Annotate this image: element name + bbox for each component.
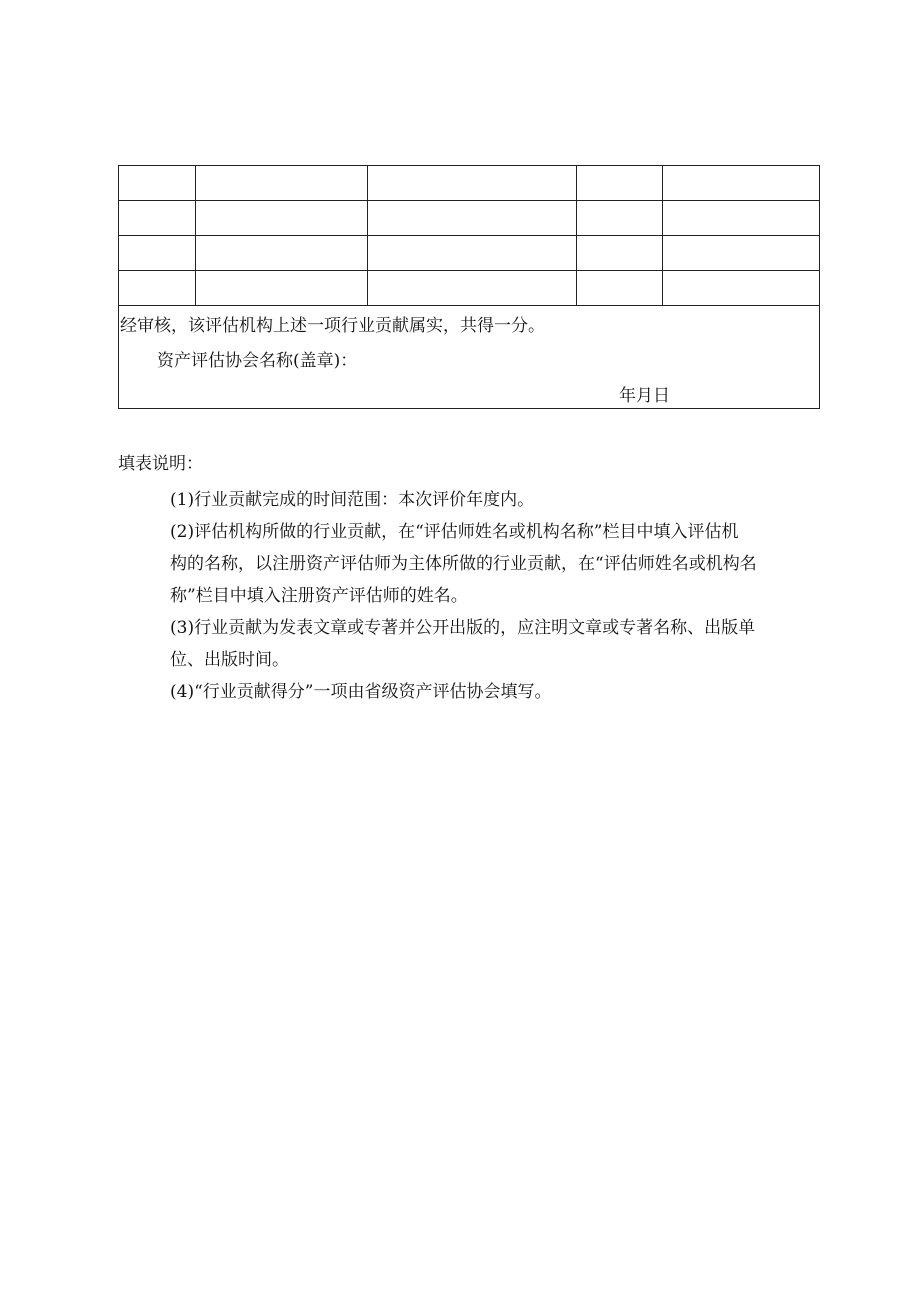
table-cell [577, 236, 663, 271]
table-cell [196, 271, 368, 306]
note-line: (1)行业贡献完成的时间范围：本次评价年度内。 [170, 490, 535, 510]
note-line: (2)评估机构所做的行业贡献，在“评估师姓名或机构名称”栏目中填入评估机 [170, 522, 739, 542]
table-cell [663, 166, 820, 201]
table-cell [196, 201, 368, 236]
table-cell [368, 236, 577, 271]
notes-title: 填表说明： [118, 454, 203, 474]
review-date: 年月日 [619, 386, 670, 406]
note-line: (3)行业贡献为发表文章或专著并公开出版的，应注明文章或专著名称、出版单 [170, 618, 756, 638]
contribution-table [118, 165, 820, 409]
table-row [119, 201, 820, 236]
note-item-1 [118, 484, 828, 516]
note-line: 位、出版时间。 [170, 650, 289, 670]
note-line: 称”栏目中填入注册资产评估师的姓名。 [170, 586, 468, 606]
table-cell [119, 166, 196, 201]
review-statement: 经审核，该评估机构上述一项行业贡献属实，共得一分。 [120, 316, 545, 336]
association-seal-label: 资产评估协会名称(盖章)： [157, 351, 358, 371]
table-row [119, 271, 820, 306]
note-item-2 [118, 516, 828, 612]
note-item-3 [118, 612, 828, 676]
table-cell [663, 236, 820, 271]
table-cell [119, 236, 196, 271]
table-cell [663, 271, 820, 306]
table-cell [663, 201, 820, 236]
table-cell [196, 236, 368, 271]
review-row [119, 306, 820, 409]
table-cell [577, 271, 663, 306]
table-cell [577, 201, 663, 236]
table-row [119, 166, 820, 201]
table-cell [368, 201, 577, 236]
note-line: 构的名称，以注册资产评估师为主体所做的行业贡献，在“评估师姓名或机构名 [170, 554, 757, 574]
note-item-4 [118, 676, 828, 708]
review-cell [119, 306, 820, 409]
table-cell [119, 271, 196, 306]
filling-instructions [118, 448, 828, 708]
table-cell [368, 271, 577, 306]
table-cell [196, 166, 368, 201]
table-row [119, 236, 820, 271]
table-cell [368, 166, 577, 201]
note-line: (4)“行业贡献得分”一项由省级资产评估协会填写。 [170, 682, 552, 702]
table-cell [577, 166, 663, 201]
table-cell [119, 201, 196, 236]
